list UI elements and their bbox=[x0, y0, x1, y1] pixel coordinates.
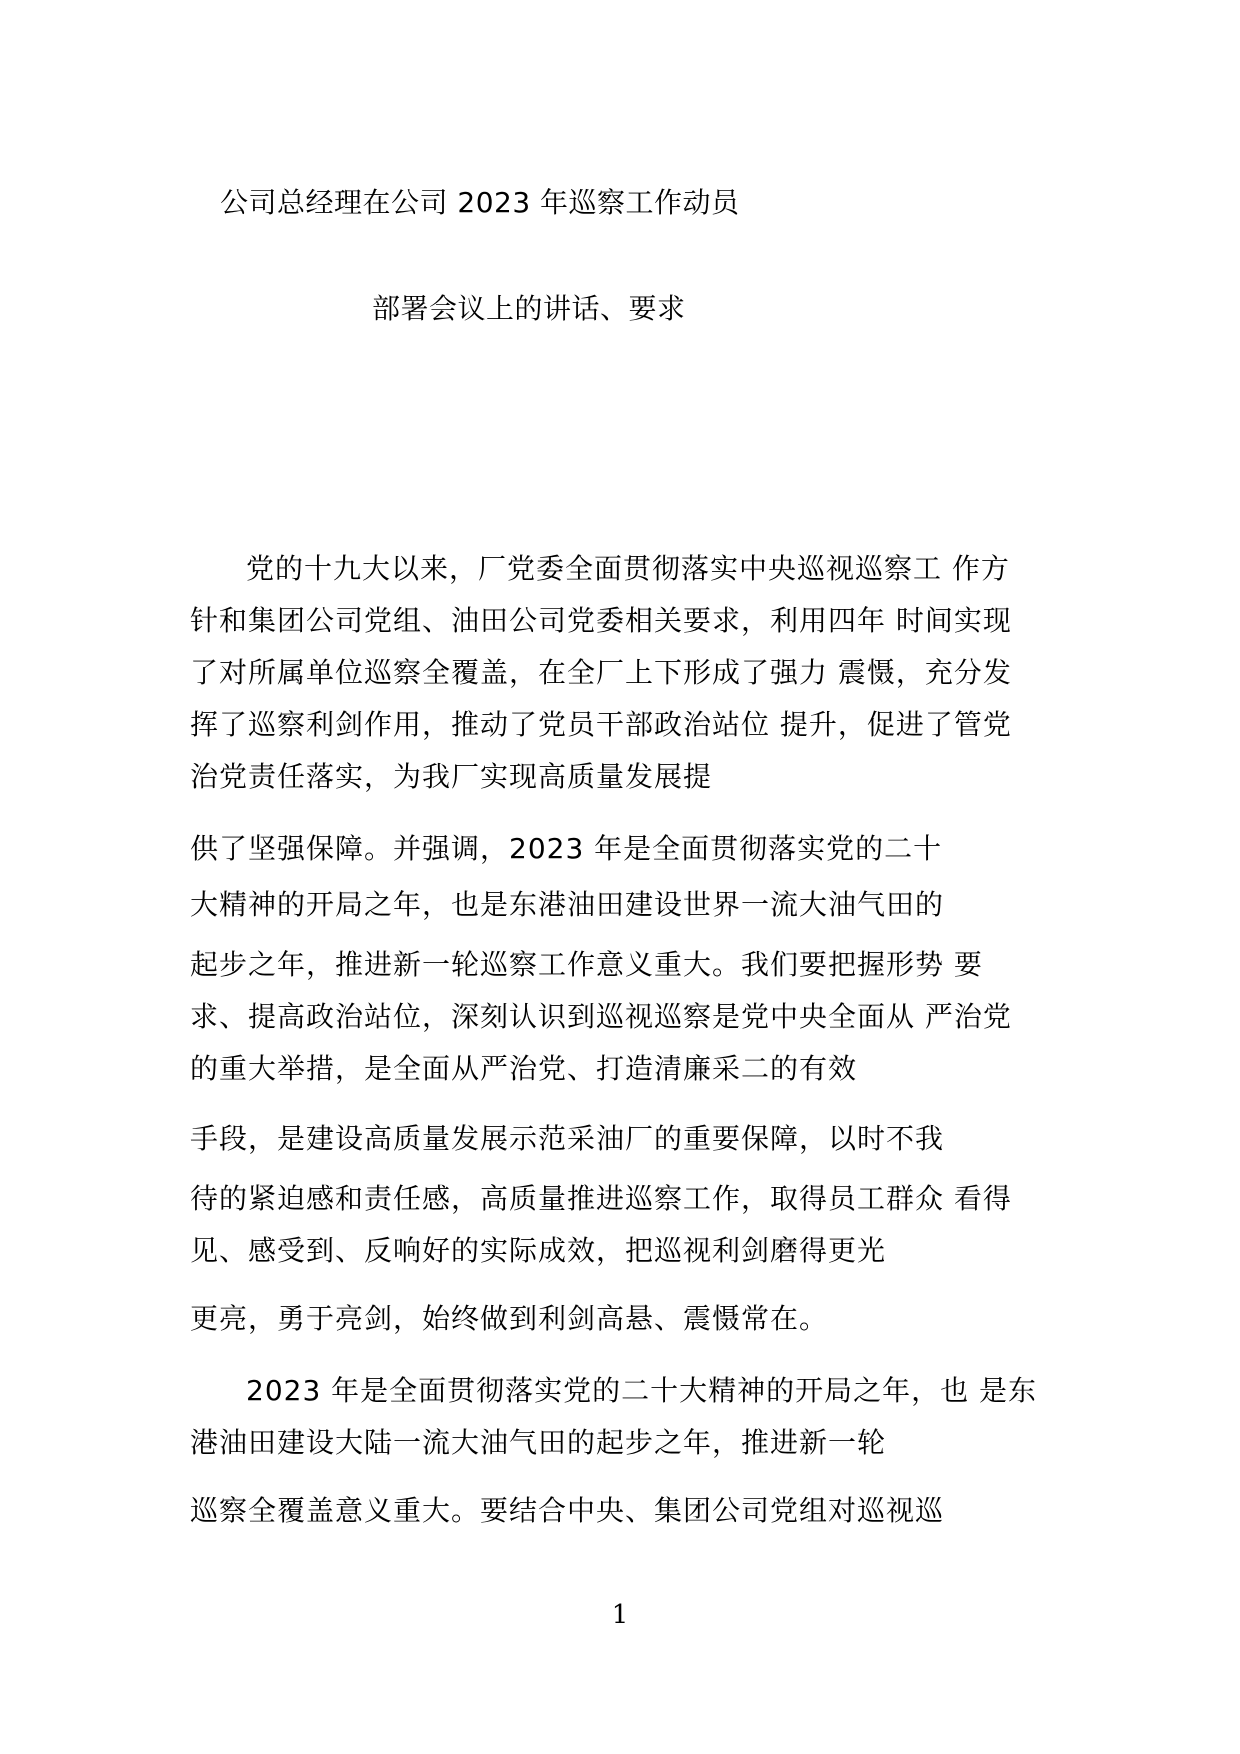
paragraph-line: 挥了巡察利剑作用，推动了党员干部政治站位 提升，促进了管党 bbox=[190, 708, 1012, 741]
paragraph-line: 治党责任落实，为我厂实现高质量发展提 bbox=[190, 760, 713, 793]
page-number: 1 bbox=[611, 1600, 629, 1630]
paragraph-line: 港油田建设大陆一流大油气田的起步之年，推进新一轮 bbox=[190, 1426, 887, 1459]
paragraph-line: 供了坚强保障。并强调，2023 年是全面贯彻落实党的二十 bbox=[190, 832, 943, 865]
paragraph-line: 巡察全覆盖意义重大。要结合中央、集团公司党组对巡视巡 bbox=[190, 1494, 945, 1527]
paragraph-line: 党的十九大以来，厂党委全面贯彻落实中央巡视巡察工 作方 bbox=[246, 552, 1010, 585]
paragraph-line: 2023 年是全面贯彻落实党的二十大精神的开局之年，也 是东 bbox=[246, 1374, 1038, 1407]
paragraph-line: 起步之年，推进新一轮巡察工作意义重大。我们要把握形势 要 bbox=[190, 948, 983, 981]
paragraph-line: 针和集团公司党组、油田公司党委相关要求，利用四年 时间实现 bbox=[190, 604, 1012, 637]
paragraph-line: 求、提高政治站位，深刻认识到巡视巡察是党中央全面从 严治党 bbox=[190, 1000, 1012, 1033]
paragraph-line: 手段，是建设高质量发展示范采油厂的重要保障，以时不我 bbox=[190, 1122, 945, 1155]
document-title-line-1: 公司总经理在公司 2023 年巡察工作动员 bbox=[220, 186, 740, 219]
paragraph-line: 的重大举措，是全面从严治党、打造清廉采二的有效 bbox=[190, 1052, 858, 1085]
paragraph-line: 待的紧迫感和责任感，高质量推进巡察工作，取得员工群众 看得 bbox=[190, 1182, 1012, 1215]
paragraph-line: 大精神的开局之年，也是东港油田建设世界一流大油气田的 bbox=[190, 888, 945, 921]
paragraph-line: 见、感受到、反响好的实际成效，把巡视利剑磨得更光 bbox=[190, 1234, 887, 1267]
paragraph-line: 了对所属单位巡察全覆盖，在全厂上下形成了强力 震慑，充分发 bbox=[190, 656, 1012, 689]
paragraph-line: 更亮，勇于亮剑，始终做到利剑高悬、震慑常在。 bbox=[190, 1302, 829, 1335]
document-title-line-2: 部署会议上的讲话、要求 bbox=[372, 292, 686, 325]
